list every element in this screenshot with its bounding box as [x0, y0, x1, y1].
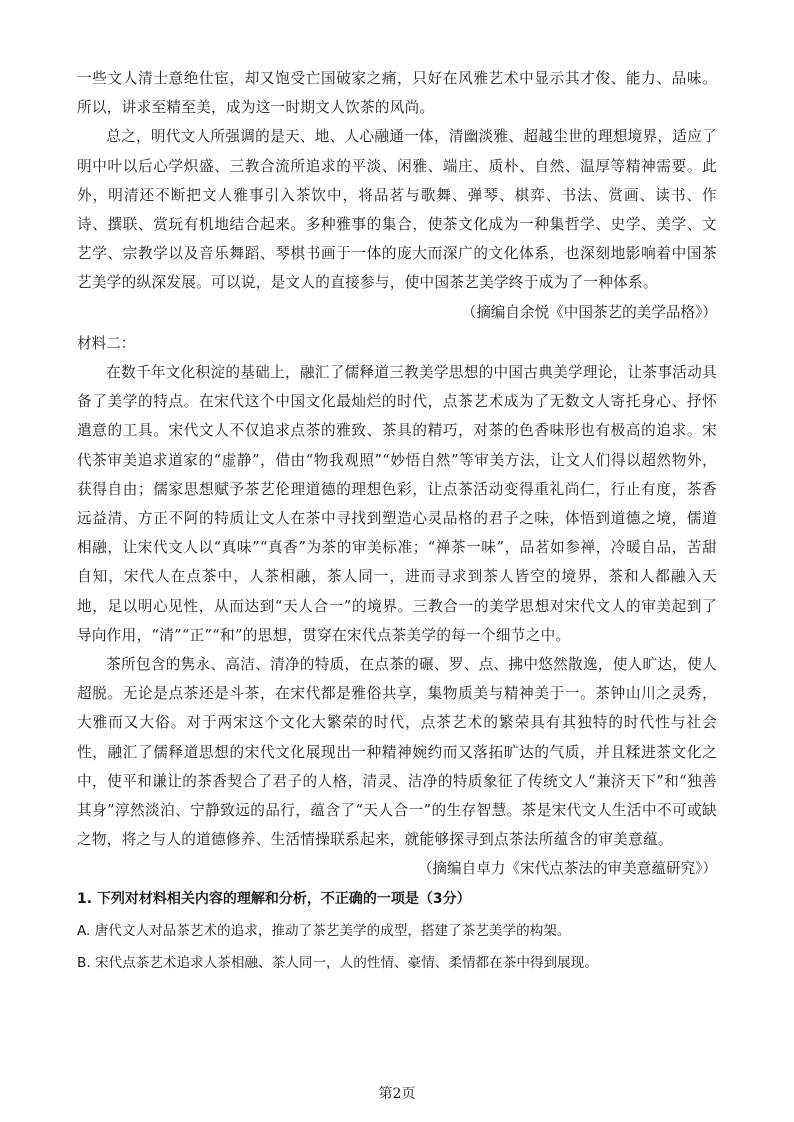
material1-continuation: 一些文人清士意绝仕宦，却又饱受亡国破家之痛，只好在风雅艺术中显示其才俊、能力、品味。所以，讲求至精至美，成为这一时期文人饮茶的风尚。	[77, 70, 717, 117]
question-1-option-b: B. 宋代点茶艺术追求人茶相融、茶人同一，人的性情、豪情、柔情都在茶中得到展现。	[77, 955, 598, 972]
question-1-option-a: A. 唐代文人对品茶艺术的追求，推动了茶艺美学的成型，搭建了茶艺美学的构架。	[77, 922, 571, 939]
material2-paragraph-1: 在数千年文化积淀的基础上，融汇了儒释道三教美学思想的中国古典美学理论，让茶事活动具备了美学的特点。在宋代这个中国文化最灿烂的时代，点茶艺术成为了无数文人寄托身心、抒怀遣意的工具。宋代文人不仅追求点茶的雅致、茶具的精巧，对茶的色香味形也有极高的追求。宋代茶审美追求道家的“虚静”，借由“物我观照”“妙悟自然”等审美方法，让文人们得以超然物外，获得自由；儒家思想赋予茶艺伦理道德的理想色彩，让点茶活动变得重礼尚仁，行止有度，茶香远益清、方正不阿的特质让文人在茶中寻找到塑造心灵品格的君子之味，体悟到道德之境，儒道相融，让宋代文人以“真味”“真香”为茶的审美标准；“禅茶一味”，品茗如参禅，冷暖自品，苦甜自知，宋代人在点茶中，人茶相融，茶人同一，进而寻求到茶人皆空的境界，茶和人都融入天地，足以明心见性，从而达到“天人合一”的境界。三教合一的美学思想对宋代文人的审美起到了导向作用，“清”“正”“和”的思想，贯穿在宋代点茶美学的每一个细节之中。	[77, 364, 717, 644]
material1-summary-paragraph: 总之，明代文人所强调的是天、地、人心融通一体，清幽淡雅、超越尘世的理想境界，适应了明中叶以后心学炽盛、三教合流所追求的平淡、闲雅、端庄、质朴、自然、温厚等精神需要。此外，明清还不断把文人雅事引入茶饮中，将品茗与歌舞、弹琴、棋弈、书法、赏画、读书、作诗、撰联、赏玩有机地结合起来。多种雅事的集合，使茶文化成为一种集哲学、史学、美学、文艺学、宗教学以及音乐舞蹈、琴棋书画于一体的庞大而深广的文化体系，也深刻地影响着中国茶艺美学的纵深发展。可以说，是文人的直接参与，使中国茶艺美学终于成为了一种体系。	[77, 128, 717, 292]
material2-source: （摘编自卓力《宋代点茶法的审美意蕴研究》）	[417, 860, 717, 878]
material2-label: 材料二：	[77, 334, 136, 352]
page-number: 第2页	[378, 1086, 416, 1102]
document-body	[77, 64, 717, 978]
material1-source: （摘编自余悦《中国茶艺的美学品格》）	[461, 303, 717, 321]
question-1-stem: 1. 下列对材料相关内容的理解和分析，不正确的一项是（3分）	[77, 890, 471, 907]
material2-paragraph-2: 茶所包含的隽永、高洁、清净的特质，在点茶的碾、罗、点、拂中悠然散逸，使人旷达，使人超脱。无论是点茶还是斗茶，在宋代都是雅俗共享，集物质美与精神美于一。茶钟山川之灵秀，大雅而又大俗。对于两宋这个文化大繁荣的时代，点茶艺术的繁荣具有其独特的时代性与社会性，融汇了儒释道思想的宋代文化展现出一种精神婉约而又落拓旷达的气质，并且糅进茶文化之中，使平和谦让的茶香契合了君子的人格，清灵、洁净的特质象征了传统文人“兼济天下”和“独善其身”淳然淡泊、宁静致远的品行，蕴含了“天人合一”的生存智慧。茶是宋代文人生活中不可或缺之物，将之与人的道德修养、生活情操联系起来，就能够探寻到点茶法所蕴含的审美意蕴。	[77, 656, 717, 849]
